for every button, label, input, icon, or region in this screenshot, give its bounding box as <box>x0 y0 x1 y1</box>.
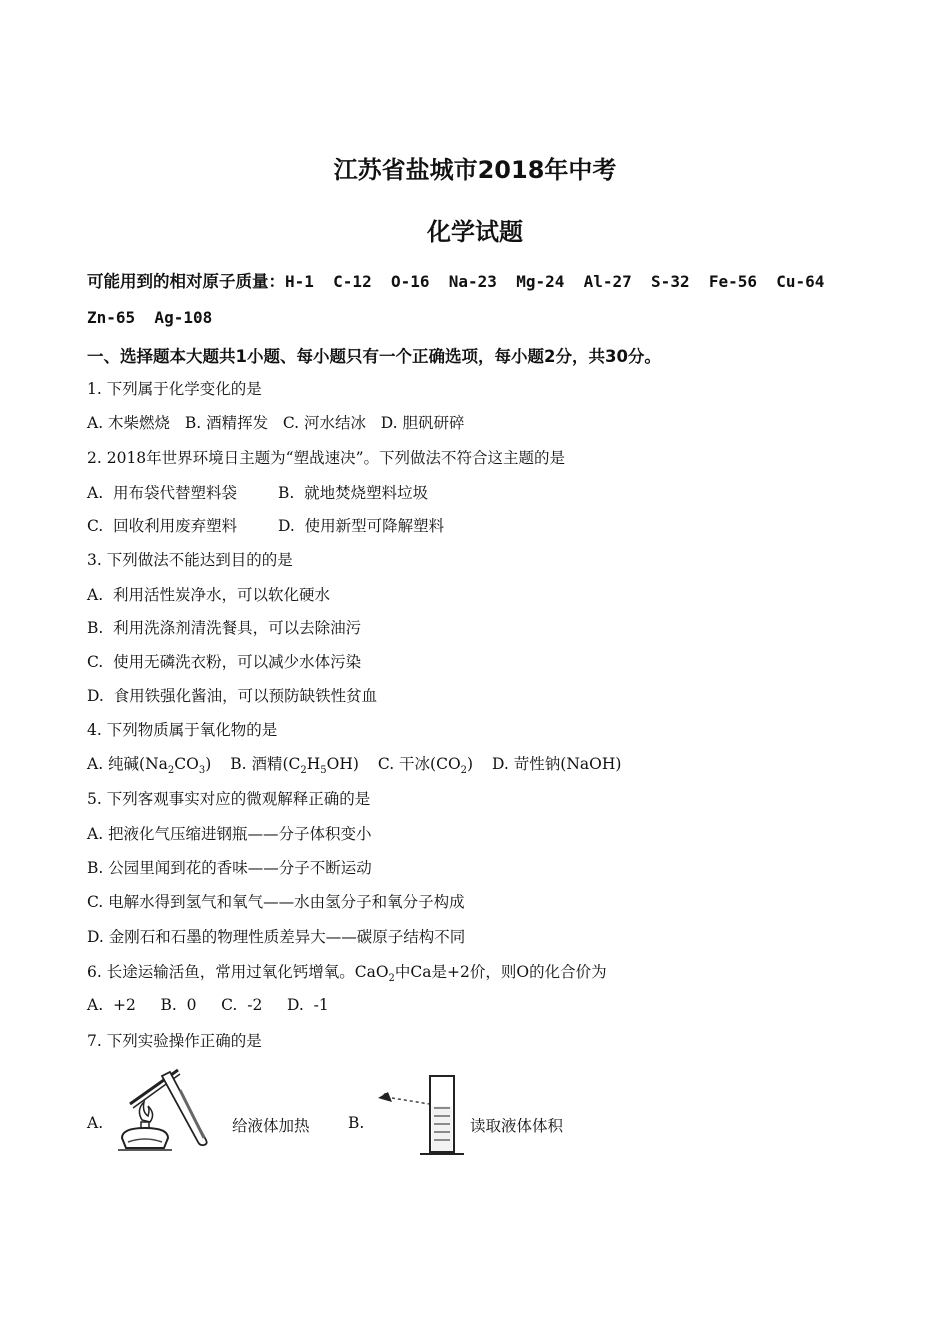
alcohol-lamp-icon <box>122 1128 168 1148</box>
question-5-option-c: C. 电解水得到氢气和氧气——水由氢分子和氧分子构成 <box>87 893 465 911</box>
section-heading: 一、选择题本大题共1小题、每小题只有一个正确选项，每小题2分，共30分。 <box>87 347 661 366</box>
atomic-mass-values-2: Zn-65 Ag-108 <box>87 308 213 327</box>
question-7-option-b-text: 读取液体体积 <box>470 1117 564 1135</box>
question-2-option-c: C. 回收利用废弃塑料 <box>87 517 238 535</box>
question-1-options: A. 木柴燃烧 B. 酒精挥发 C. 河水结冰 D. 胆矾研碎 <box>87 414 465 432</box>
question-1-stem: 1. 下列属于化学变化的是 <box>87 380 262 398</box>
question-2-option-b: B. 就地焚烧塑料垃圾 <box>278 484 429 502</box>
question-2-option-d: D. 使用新型可降解塑料 <box>278 517 445 535</box>
flame-icon <box>139 1102 152 1122</box>
question-7-option-b-letter: B. <box>348 1114 365 1132</box>
question-3-option-c: C. 使用无磷洗衣粉，可以减少水体污染 <box>87 653 362 671</box>
atomic-mass-line-1 <box>87 268 824 292</box>
question-2-option-a: A. 用布袋代替塑料袋 <box>87 484 237 502</box>
question-7-option-a-letter: A. <box>87 1114 104 1132</box>
atomic-mass-values-1: H-1 C-12 O-16 Na-23 Mg-24 Al-27 S-32 Fe-56 Cu-64 <box>285 272 825 291</box>
question-7-option-a-text: 给液体加热 <box>232 1117 310 1135</box>
question-5-stem: 5. 下列客观事实对应的微观解释正确的是 <box>87 790 371 808</box>
atomic-mass-label: 可能用到的相对原子质量： <box>87 272 285 291</box>
exam-subtitle: 化学试题 <box>427 218 523 246</box>
question-4-option-d: D. 苛性钠(NaOH) <box>492 755 622 773</box>
question-4-option-a: A. 纯碱$(Na_2CO_3)$ <box>87 755 212 777</box>
atomic-mass-line-2 <box>87 308 212 327</box>
question-6-options: A. +2 B. 0 C. -2 D. -1 <box>87 996 329 1014</box>
question-4-options <box>87 752 621 776</box>
reading-volume-figure <box>372 1072 468 1158</box>
question-4-option-b: B. 酒精$(C_2H_5OH)$ <box>230 755 359 777</box>
question-3-option-b: B. 利用洗涤剂清洗餐具，可以去除油污 <box>87 619 362 637</box>
question-5-option-d: D. 金刚石和石墨的物理性质差异大——碳原子结构不同 <box>87 928 466 946</box>
question-5-option-a: A. 把液化气压缩进钢瓶——分子体积变小 <box>87 825 372 843</box>
test-tube <box>162 1072 207 1145</box>
question-3-stem: 3. 下列做法不能达到目的的是 <box>87 551 293 569</box>
question-4-stem: 4. 下列物质属于氧化物的是 <box>87 721 278 739</box>
exam-title: 江苏省盐城市2018年中考 <box>333 156 617 184</box>
question-2-stem: 2. 2018年世界环境日主题为“塑战速决”。下列做法不符合这主题的是 <box>87 449 566 467</box>
question-7-stem: 7. 下列实验操作正确的是 <box>87 1032 262 1050</box>
heating-liquid-figure <box>108 1062 220 1154</box>
question-6-stem: 6. 长途运输活鱼，常用过氧化钙增氧。CaO$_2$中Ca是+2价，则O的化合价为 <box>87 963 607 985</box>
question-4-option-c: C. 干冰$(CO_2)$ <box>377 755 474 777</box>
question-5-option-b: B. 公园里闻到花的香味——分子不断运动 <box>87 859 372 877</box>
question-3-option-a: A. 利用活性炭净水，可以软化硬水 <box>87 586 330 604</box>
question-3-option-d: D. 食用铁强化酱油，可以预防缺铁性贫血 <box>87 687 378 705</box>
